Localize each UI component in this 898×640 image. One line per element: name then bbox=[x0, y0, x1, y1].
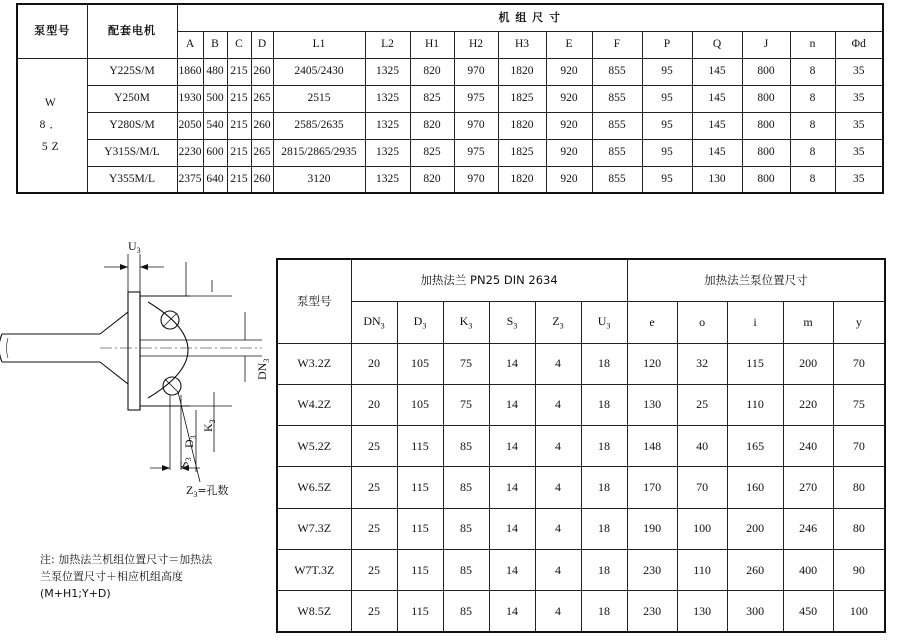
pump-model-cell: W8.5Z bbox=[277, 591, 351, 632]
value-cell: 25 bbox=[351, 591, 397, 632]
table-row bbox=[277, 549, 885, 590]
value-cell: 18 bbox=[581, 591, 627, 632]
value-cell: 4 bbox=[535, 591, 581, 632]
pump-model-cell: W7.3Z bbox=[277, 508, 351, 549]
column-header: y bbox=[833, 301, 885, 343]
header-pump-model: 泵型号 bbox=[17, 4, 87, 58]
value-cell: 115 bbox=[397, 508, 443, 549]
k3-label: $K_3$ bbox=[201, 419, 217, 432]
z3-label: $Z_3=$孔数 bbox=[186, 483, 229, 499]
table-row bbox=[277, 426, 885, 467]
value-cell: 105 bbox=[397, 384, 443, 425]
value-cell: 85 bbox=[443, 549, 489, 590]
value-cell: 18 bbox=[581, 467, 627, 508]
column-header: B bbox=[203, 31, 227, 58]
note bbox=[40, 551, 270, 602]
motor-cell: Y225S/M bbox=[87, 58, 177, 85]
value-cell: 220 bbox=[783, 384, 833, 425]
value-cell: 70 bbox=[833, 343, 885, 384]
value-cell: 70 bbox=[833, 426, 885, 467]
value-cell: 260 bbox=[251, 58, 273, 85]
value-cell: 260 bbox=[251, 112, 273, 139]
value-cell: 240 bbox=[783, 426, 833, 467]
column-header-base: D bbox=[413, 313, 423, 328]
column-header: i bbox=[727, 301, 783, 343]
value-cell: 80 bbox=[833, 467, 885, 508]
column-header bbox=[351, 301, 397, 343]
value-cell: 80 bbox=[833, 508, 885, 549]
value-cell: 855 bbox=[592, 85, 642, 112]
value-cell: 975 bbox=[454, 139, 498, 166]
value-cell: 85 bbox=[443, 426, 489, 467]
value-cell: 115 bbox=[397, 467, 443, 508]
value-cell: 540 bbox=[203, 112, 227, 139]
column-header-base: K bbox=[459, 313, 469, 328]
value-cell: 260 bbox=[727, 549, 783, 590]
value-cell: 265 bbox=[251, 139, 273, 166]
column-header bbox=[489, 301, 535, 343]
unit-dimensions-table bbox=[16, 3, 884, 194]
column-header: F bbox=[592, 31, 642, 58]
value-cell: 800 bbox=[742, 58, 790, 85]
value-cell: 2405/2430 bbox=[273, 58, 365, 85]
value-cell: 4 bbox=[535, 467, 581, 508]
value-cell: 200 bbox=[783, 343, 833, 384]
value-cell: 1325 bbox=[365, 85, 410, 112]
value-cell: 14 bbox=[489, 384, 535, 425]
column-header: m bbox=[783, 301, 833, 343]
table-row bbox=[17, 166, 883, 193]
value-cell: 230 bbox=[627, 549, 677, 590]
column-header-base: Z bbox=[552, 313, 560, 328]
value-cell: 1825 bbox=[498, 139, 546, 166]
value-cell: 4 bbox=[535, 426, 581, 467]
value-cell: 1825 bbox=[498, 85, 546, 112]
value-cell: 800 bbox=[742, 85, 790, 112]
column-header: D bbox=[251, 31, 273, 58]
value-cell: 820 bbox=[410, 112, 454, 139]
column-header: P bbox=[642, 31, 692, 58]
table-row bbox=[277, 508, 885, 549]
value-cell: 148 bbox=[627, 426, 677, 467]
value-cell: 35 bbox=[835, 58, 883, 85]
value-cell: 920 bbox=[546, 85, 592, 112]
value-cell: 14 bbox=[489, 467, 535, 508]
table-row bbox=[17, 112, 883, 139]
column-header: H1 bbox=[410, 31, 454, 58]
value-cell: 25 bbox=[351, 508, 397, 549]
value-cell: 800 bbox=[742, 139, 790, 166]
column-header-base: U bbox=[597, 313, 607, 328]
value-cell: 35 bbox=[835, 166, 883, 193]
column-header: o bbox=[677, 301, 727, 343]
value-cell: 130 bbox=[677, 591, 727, 632]
value-cell: 1820 bbox=[498, 112, 546, 139]
column-header: Φd bbox=[835, 31, 883, 58]
value-cell: 32 bbox=[677, 343, 727, 384]
value-cell: 90 bbox=[833, 549, 885, 590]
value-cell: 920 bbox=[546, 58, 592, 85]
value-cell: 1860 bbox=[177, 58, 203, 85]
value-cell: 190 bbox=[627, 508, 677, 549]
value-cell: 2585/2635 bbox=[273, 112, 365, 139]
table-row bbox=[17, 58, 883, 85]
column-header-base: S bbox=[506, 313, 514, 328]
u3-label: $U_3$ bbox=[128, 239, 141, 255]
value-cell: 14 bbox=[489, 426, 535, 467]
value-cell: 215 bbox=[227, 139, 251, 166]
motor-cell: Y315S/M/L bbox=[87, 139, 177, 166]
value-cell: 95 bbox=[642, 85, 692, 112]
value-cell: 14 bbox=[489, 549, 535, 590]
value-cell: 35 bbox=[835, 112, 883, 139]
value-cell: 110 bbox=[677, 549, 727, 590]
table-row bbox=[277, 591, 885, 632]
value-cell: 820 bbox=[410, 58, 454, 85]
value-cell: 85 bbox=[443, 508, 489, 549]
value-cell: 20 bbox=[351, 343, 397, 384]
value-cell: 14 bbox=[489, 343, 535, 384]
column-header: J bbox=[742, 31, 790, 58]
column-header: H3 bbox=[498, 31, 546, 58]
value-cell: 145 bbox=[692, 112, 742, 139]
value-cell: 25 bbox=[677, 384, 727, 425]
column-header bbox=[535, 301, 581, 343]
value-cell: 145 bbox=[692, 139, 742, 166]
value-cell: 18 bbox=[581, 508, 627, 549]
value-cell: 110 bbox=[727, 384, 783, 425]
value-cell: 215 bbox=[227, 58, 251, 85]
value-cell: 920 bbox=[546, 166, 592, 193]
value-cell: 115 bbox=[397, 591, 443, 632]
column-header-row-2 bbox=[277, 301, 885, 343]
value-cell: 4 bbox=[535, 343, 581, 384]
table-row bbox=[17, 85, 883, 112]
value-cell: 1325 bbox=[365, 58, 410, 85]
value-cell: 4 bbox=[535, 549, 581, 590]
value-cell: 100 bbox=[833, 591, 885, 632]
value-cell: 3120 bbox=[273, 166, 365, 193]
value-cell: 300 bbox=[727, 591, 783, 632]
value-cell: 145 bbox=[692, 85, 742, 112]
pump-model-cell: W 8．5Z bbox=[17, 58, 87, 193]
value-cell: 215 bbox=[227, 112, 251, 139]
value-cell: 130 bbox=[627, 384, 677, 425]
unit-dimensions-body bbox=[17, 58, 883, 193]
value-cell: 25 bbox=[351, 467, 397, 508]
value-cell: 480 bbox=[203, 58, 227, 85]
value-cell: 170 bbox=[627, 467, 677, 508]
value-cell: 215 bbox=[227, 166, 251, 193]
value-cell: 4 bbox=[535, 508, 581, 549]
value-cell: 600 bbox=[203, 139, 227, 166]
value-cell: 825 bbox=[410, 139, 454, 166]
value-cell: 1820 bbox=[498, 58, 546, 85]
value-cell: 115 bbox=[397, 549, 443, 590]
column-header: C bbox=[227, 31, 251, 58]
value-cell: 920 bbox=[546, 112, 592, 139]
value-cell: 25 bbox=[351, 426, 397, 467]
table-row bbox=[277, 384, 885, 425]
header-unit-dimensions: 机 组 尺 寸 bbox=[177, 4, 883, 31]
value-cell: 1820 bbox=[498, 166, 546, 193]
column-header-sub: 3 bbox=[380, 321, 385, 331]
value-cell: 35 bbox=[835, 139, 883, 166]
column-header-sub: 3 bbox=[468, 321, 473, 331]
heating-flange-diagram bbox=[0, 232, 272, 502]
value-cell: 855 bbox=[592, 58, 642, 85]
value-cell: 2375 bbox=[177, 166, 203, 193]
motor-cell: Y250M bbox=[87, 85, 177, 112]
header-pump-model-2: 泵型号 bbox=[277, 259, 351, 343]
value-cell: 215 bbox=[227, 85, 251, 112]
pump-model-cell: W6.5Z bbox=[277, 467, 351, 508]
value-cell: 145 bbox=[692, 58, 742, 85]
value-cell: 1325 bbox=[365, 139, 410, 166]
column-header-sub: 3 bbox=[513, 321, 518, 331]
value-cell: 95 bbox=[642, 58, 692, 85]
value-cell: 246 bbox=[783, 508, 833, 549]
header-motor: 配套电机 bbox=[87, 4, 177, 58]
value-cell: 400 bbox=[783, 549, 833, 590]
value-cell: 8 bbox=[790, 166, 835, 193]
value-cell: 35 bbox=[835, 85, 883, 112]
value-cell: 75 bbox=[443, 384, 489, 425]
column-header-base: DN bbox=[363, 313, 381, 328]
value-cell: 20 bbox=[351, 384, 397, 425]
value-cell: 1325 bbox=[365, 166, 410, 193]
dn3-label: $DN_3$ bbox=[255, 358, 271, 380]
heating-flange-body bbox=[277, 343, 885, 632]
column-header: H2 bbox=[454, 31, 498, 58]
value-cell: 115 bbox=[727, 343, 783, 384]
value-cell: 165 bbox=[727, 426, 783, 467]
heating-flange-table bbox=[276, 258, 886, 633]
value-cell: 855 bbox=[592, 112, 642, 139]
value-cell: 500 bbox=[203, 85, 227, 112]
value-cell: 975 bbox=[454, 85, 498, 112]
pump-model-cell: W4.2Z bbox=[277, 384, 351, 425]
value-cell: 120 bbox=[627, 343, 677, 384]
value-cell: 70 bbox=[677, 467, 727, 508]
value-cell: 2815/2865/2935 bbox=[273, 139, 365, 166]
value-cell: 855 bbox=[592, 139, 642, 166]
column-header: n bbox=[790, 31, 835, 58]
value-cell: 270 bbox=[783, 467, 833, 508]
value-cell: 2050 bbox=[177, 112, 203, 139]
value-cell: 4 bbox=[535, 384, 581, 425]
value-cell: 8 bbox=[790, 85, 835, 112]
value-cell: 450 bbox=[783, 591, 833, 632]
note-line-1: 注: 加热法兰机组位置尺寸＝加热法 bbox=[40, 553, 213, 566]
value-cell: 265 bbox=[251, 85, 273, 112]
column-header bbox=[581, 301, 627, 343]
value-cell: 8 bbox=[790, 112, 835, 139]
value-cell: 260 bbox=[251, 166, 273, 193]
value-cell: 8 bbox=[790, 58, 835, 85]
value-cell: 825 bbox=[410, 85, 454, 112]
value-cell: 25 bbox=[351, 549, 397, 590]
value-cell: 1930 bbox=[177, 85, 203, 112]
value-cell: 130 bbox=[692, 166, 742, 193]
column-header: L1 bbox=[273, 31, 365, 58]
value-cell: 970 bbox=[454, 58, 498, 85]
value-cell: 800 bbox=[742, 112, 790, 139]
value-cell: 18 bbox=[581, 384, 627, 425]
value-cell: 95 bbox=[642, 166, 692, 193]
pump-model-cell: W3.2Z bbox=[277, 343, 351, 384]
table-row bbox=[277, 343, 885, 384]
value-cell: 95 bbox=[642, 112, 692, 139]
column-header-sub: 3 bbox=[422, 321, 427, 331]
value-cell: 40 bbox=[677, 426, 727, 467]
value-cell: 18 bbox=[581, 426, 627, 467]
motor-cell: Y355M/L bbox=[87, 166, 177, 193]
column-header: E bbox=[546, 31, 592, 58]
value-cell: 85 bbox=[443, 467, 489, 508]
value-cell: 970 bbox=[454, 112, 498, 139]
note-line-2: 兰泵位置尺寸＋相应机组高度 bbox=[40, 570, 183, 583]
value-cell: 200 bbox=[727, 508, 783, 549]
value-cell: 855 bbox=[592, 166, 642, 193]
value-cell: 18 bbox=[581, 343, 627, 384]
motor-cell: Y280S/M bbox=[87, 112, 177, 139]
value-cell: 95 bbox=[642, 139, 692, 166]
pump-model-cell: W7T.3Z bbox=[277, 549, 351, 590]
value-cell: 115 bbox=[397, 426, 443, 467]
pump-model-cell: W5.2Z bbox=[277, 426, 351, 467]
value-cell: 18 bbox=[581, 549, 627, 590]
header-heating-flange: 加热法兰 PN25 DIN 2634 bbox=[351, 259, 627, 301]
value-cell: 75 bbox=[443, 343, 489, 384]
column-header: L2 bbox=[365, 31, 410, 58]
d3-label: $D_3$ bbox=[182, 435, 198, 448]
column-header-sub: 3 bbox=[559, 321, 564, 331]
value-cell: 2230 bbox=[177, 139, 203, 166]
value-cell: 75 bbox=[833, 384, 885, 425]
value-cell: 14 bbox=[489, 508, 535, 549]
table-row bbox=[17, 139, 883, 166]
value-cell: 100 bbox=[677, 508, 727, 549]
column-header bbox=[397, 301, 443, 343]
value-cell: 920 bbox=[546, 139, 592, 166]
note-line-3: (M+H1;Y+D) bbox=[40, 587, 111, 600]
column-header: e bbox=[627, 301, 677, 343]
value-cell: 105 bbox=[397, 343, 443, 384]
column-header: Q bbox=[692, 31, 742, 58]
value-cell: 160 bbox=[727, 467, 783, 508]
value-cell: 14 bbox=[489, 591, 535, 632]
column-header: A bbox=[177, 31, 203, 58]
value-cell: 230 bbox=[627, 591, 677, 632]
s3-label: $S_3$ bbox=[177, 457, 193, 468]
table-row bbox=[277, 467, 885, 508]
column-header bbox=[443, 301, 489, 343]
value-cell: 970 bbox=[454, 166, 498, 193]
value-cell: 800 bbox=[742, 166, 790, 193]
value-cell: 2515 bbox=[273, 85, 365, 112]
value-cell: 8 bbox=[790, 139, 835, 166]
header-flange-position: 加热法兰泵位置尺寸 bbox=[627, 259, 885, 301]
column-header-sub: 3 bbox=[606, 321, 611, 331]
value-cell: 85 bbox=[443, 591, 489, 632]
value-cell: 1325 bbox=[365, 112, 410, 139]
value-cell: 640 bbox=[203, 166, 227, 193]
value-cell: 820 bbox=[410, 166, 454, 193]
